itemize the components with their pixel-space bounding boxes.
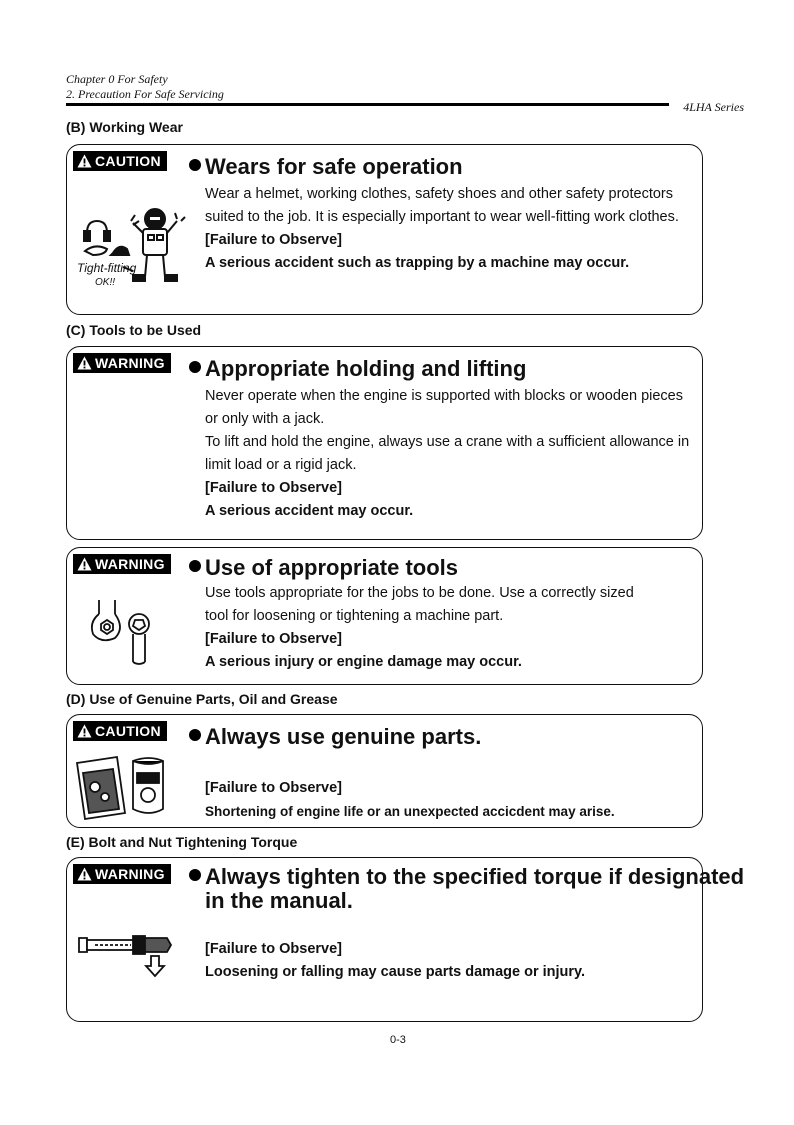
box-body: [205, 183, 699, 275]
warning-triangle-icon: [77, 356, 92, 370]
warning-box-holding-lifting: [66, 346, 703, 540]
bullet-icon: [189, 560, 201, 572]
failure-label: [Failure to Observe]: [205, 232, 342, 248]
ok-caption: OK!!: [95, 277, 116, 288]
torque-wrench-icon: [73, 928, 177, 978]
warning-badge: [73, 554, 171, 574]
box-title-line2: in the manual.: [205, 888, 353, 913]
bullet-icon: [189, 869, 201, 881]
caution-box-working-wear: [66, 144, 703, 315]
page-number: 0-3: [390, 1034, 406, 1046]
section-title: 2. Precaution For Safe Servicing: [66, 87, 224, 101]
section-heading-torque: (E) Bolt and Nut Tightening Torque: [66, 834, 298, 850]
section-heading-genuine-parts: (D) Use of Genuine Parts, Oil and Grease: [66, 691, 338, 707]
box-body: [205, 385, 699, 523]
box-body: [205, 777, 699, 823]
chapter-title: Chapter 0 For Safety: [66, 72, 168, 86]
title-text: Wears for safe operation: [205, 154, 463, 179]
failure-label: [Failure to Observe]: [205, 941, 342, 957]
failure-label: [Failure to Observe]: [205, 480, 342, 496]
caution-box-genuine-parts: [66, 714, 703, 828]
box-body: [205, 582, 699, 674]
badge-label: WARNING: [95, 866, 165, 882]
box-body: [205, 938, 699, 984]
failure-result: A serious accident may occur.: [205, 503, 414, 519]
title-text: Use of appropriate tools: [205, 555, 459, 580]
failure-label: [Failure to Observe]: [205, 780, 342, 796]
failure-result: A serious accident such as trapping by a machine may occur.: [205, 255, 630, 271]
failure-result: Shortening of engine life or an unexpected accicdent may arise.: [205, 804, 615, 819]
badge-label: WARNING: [95, 355, 165, 371]
body-line: tool for loosening or tightening a machine part.: [205, 608, 504, 624]
box-title: [189, 155, 463, 179]
bullet-icon: [189, 361, 201, 373]
failure-result: A serious injury or engine damage may occur.: [205, 654, 522, 670]
badge-label: WARNING: [95, 556, 165, 572]
warning-badge: [73, 864, 171, 884]
caution-badge: [73, 721, 167, 741]
body-line: suited to the job. It is especially important to wear well-fitting work clothes.: [205, 209, 679, 225]
body-line: Never operate when the engine is supported with blocks or wooden pieces: [205, 388, 683, 404]
warning-triangle-icon: [77, 557, 92, 571]
caution-badge: [73, 151, 167, 171]
badge-label: CAUTION: [95, 153, 161, 169]
section-heading-tools: (C) Tools to be Used: [66, 322, 202, 338]
header-rule: [66, 103, 669, 106]
failure-result: Loosening or falling may cause parts damage or injury.: [205, 964, 586, 980]
body-line: To lift and hold the engine, always use a crane with a sufficient allowance in: [205, 434, 690, 450]
body-line: limit load or a rigid jack.: [205, 457, 357, 473]
warning-triangle-icon: [77, 867, 92, 881]
section-heading-working-wear: (B) Working Wear: [66, 119, 183, 135]
warning-box-torque: [66, 857, 745, 1022]
wrench-illustration-icon: [87, 596, 167, 666]
warning-triangle-icon: [77, 154, 92, 168]
title-text: Appropriate holding and lifting: [205, 356, 527, 381]
warning-triangle-icon: [77, 724, 92, 738]
body-line: Wear a helmet, working clothes, safety shoes and other safety protectors: [205, 186, 673, 202]
genuine-parts-package-icon: [73, 753, 173, 823]
tight-fitting-caption: Tight-fitting: [77, 261, 137, 275]
box-title: [189, 556, 458, 580]
body-line: or only with a jack.: [205, 411, 325, 427]
bullet-icon: [189, 159, 201, 171]
failure-label: [Failure to Observe]: [205, 631, 342, 647]
bullet-icon: [189, 729, 201, 741]
body-line: Use tools appropriate for the jobs to be done. Use a correctly sized: [205, 585, 634, 601]
box-title: [189, 865, 744, 889]
warning-box-appropriate-tools: [66, 547, 703, 685]
box-title: [189, 725, 481, 749]
title-text: Always tighten to the specified torque if designated: [205, 864, 745, 889]
title-text: Always use genuine parts.: [205, 724, 482, 749]
warning-badge: [73, 353, 171, 373]
series-label: 4LHA Series: [683, 100, 744, 114]
box-title: [189, 357, 526, 381]
badge-label: CAUTION: [95, 723, 161, 739]
working-wear-illustration-icon: [77, 207, 187, 293]
